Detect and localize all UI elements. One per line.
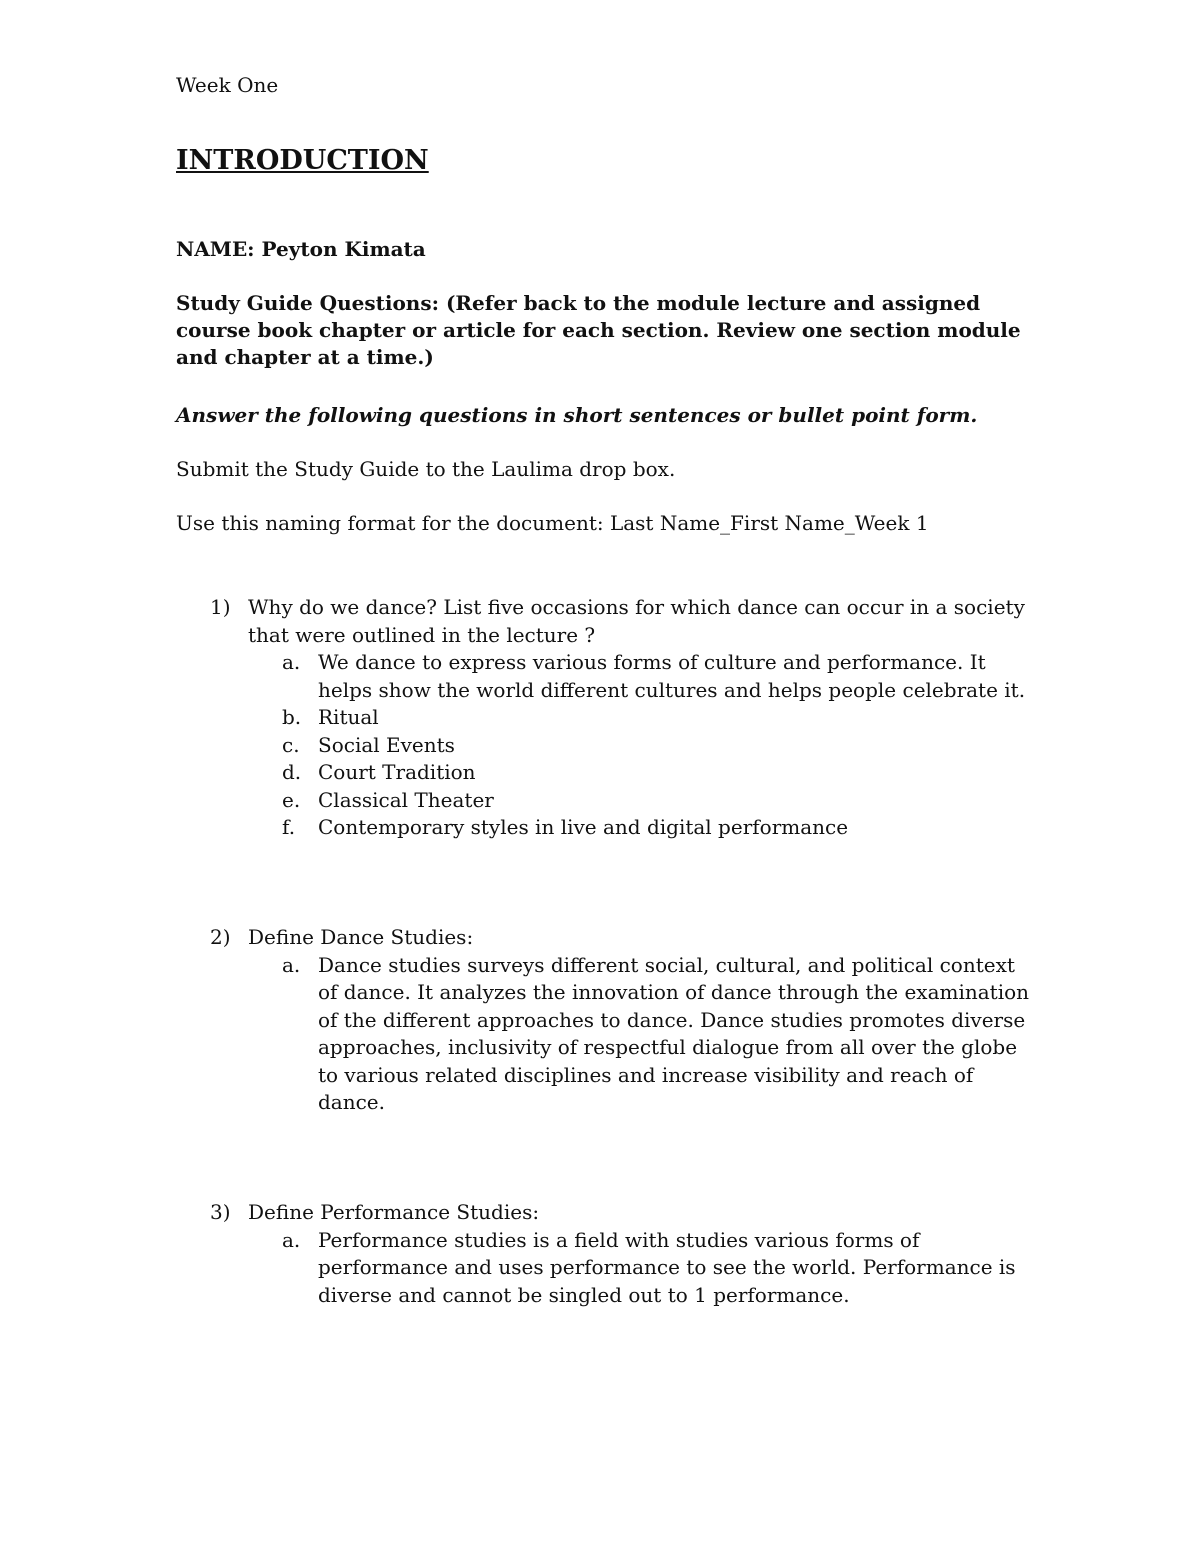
question-2	[210, 924, 1030, 1117]
answer-letter: d.	[282, 760, 302, 784]
answer-text: We dance to express various forms of culture and performance. It helps show the world different cultures and helps people celebrate it.	[318, 650, 1026, 702]
answer-letter: f.	[282, 815, 296, 839]
question-text: Why do we dance? List five occasions for which dance can occur in a society that were outlined in the lecture ?	[248, 595, 1025, 647]
answer-list	[210, 649, 1030, 842]
answer-list	[210, 1227, 1030, 1310]
question-number: 1)	[210, 595, 231, 619]
question-2-prompt	[210, 924, 1030, 952]
answer-item	[282, 787, 1030, 815]
naming-format-instruction: Use this naming format for the document: Last Name_First Name_Week 1	[176, 511, 929, 535]
week-header: Week One	[176, 73, 279, 97]
answer-text: Social Events	[318, 732, 455, 757]
answer-letter: c.	[282, 732, 300, 757]
submit-instruction: Submit the Study Guide to the Laulima drop box.	[176, 457, 676, 481]
question-number: 3)	[210, 1200, 231, 1224]
answer-text: Performance studies is a field with studies various forms of performance and uses performance to see the world. Performance is diverse and cannot be singled out to 1 performance.	[318, 1227, 1016, 1307]
answer-text: Court Tradition	[318, 760, 476, 784]
answer-letter: a.	[282, 952, 301, 977]
answer-instruction: Answer the following questions in short sentences or bullet point form.	[176, 403, 978, 427]
question-text: Define Performance Studies:	[248, 1200, 540, 1224]
page-title: INTRODUCTION	[176, 145, 429, 176]
question-1-prompt	[210, 594, 1030, 649]
answer-list	[210, 952, 1030, 1117]
question-3	[210, 1199, 1030, 1309]
answer-item	[282, 732, 1030, 760]
student-name: NAME: Peyton Kimata	[176, 237, 426, 261]
answer-item	[282, 759, 1030, 787]
answer-text: Classical Theater	[318, 787, 494, 812]
answer-item	[282, 952, 1030, 1117]
question-text: Define Dance Studies:	[248, 925, 474, 949]
question-3-prompt	[210, 1199, 1030, 1227]
answer-letter: b.	[282, 705, 302, 729]
answer-text: Contemporary styles in live and digital performance	[318, 815, 849, 839]
study-guide-instructions: Study Guide Questions: (Refer back to the module lecture and assigned course book chapter or article for each section. Review one section module and chapter at a time.)	[176, 291, 1021, 369]
answer-text: Dance studies surveys different social, cultural, and political context of dance. It analyzes the innovation of dance through the examination of the different approaches to dance. Dance studies promotes diverse approaches, inclusivity of respectful dialogue from all over the globe to various related disciplines and increase visibility and reach of dance.	[318, 952, 1030, 1114]
answer-item	[282, 649, 1030, 704]
answer-text: Ritual	[318, 705, 379, 729]
answer-item	[282, 704, 1030, 732]
answer-item	[282, 814, 1030, 842]
answer-letter: a.	[282, 650, 301, 674]
answer-item	[282, 1227, 1030, 1310]
answer-letter: e.	[282, 787, 301, 812]
answer-letter: a.	[282, 1227, 301, 1252]
question-number: 2)	[210, 925, 231, 949]
question-1	[210, 594, 1030, 842]
